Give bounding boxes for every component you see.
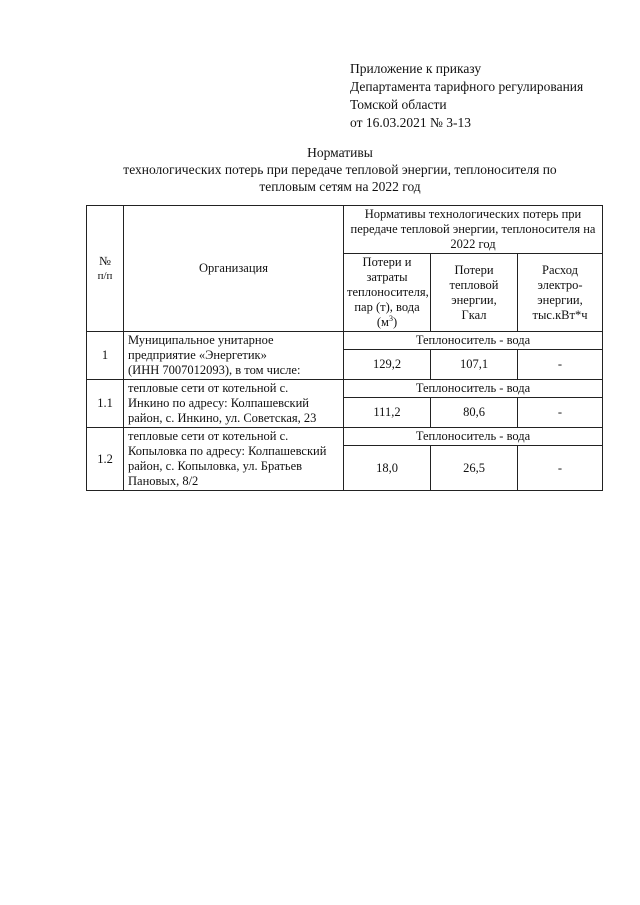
header-norms-group: Нормативы технологических потерь при передаче тепловой энергии, теплоносителя на 2022 год [344, 206, 603, 254]
row-number: 1.1 [87, 380, 124, 428]
norms-table [86, 205, 603, 491]
document-title [90, 144, 590, 195]
value-heat-losses: 107,1 [431, 350, 518, 380]
value-carrier-losses: 111,2 [344, 398, 431, 428]
title-line: тепловым сетям на 2022 год [259, 179, 421, 194]
header-number: № п/п [87, 206, 124, 332]
appendix-line: Томской области [350, 97, 447, 112]
table-row [87, 332, 603, 350]
value-electricity: - [518, 350, 603, 380]
table-row [87, 428, 603, 446]
row-carrier: Теплоноситель - вода [344, 332, 603, 350]
row-organization: тепловые сети от котельной с. Копыловка по адресу: Колпашевский район, с. Копыловка, ул. Братьев Пановых, 8/2 [124, 428, 344, 491]
header-heat-losses: Потери тепловой энергии, Гкал [431, 254, 518, 332]
row-organization: Муниципальное унитарное предприятие «Энергетик» (ИНН 7007012093), в том числе: [124, 332, 344, 380]
value-heat-losses: 80,6 [431, 398, 518, 428]
header-organization: Организация [124, 206, 344, 332]
row-number: 1.2 [87, 428, 124, 491]
value-electricity: - [518, 446, 603, 491]
title-line: Нормативы [307, 145, 373, 160]
row-number: 1 [87, 332, 124, 380]
row-carrier: Теплоноситель - вода [344, 428, 603, 446]
appendix-line: Департамента тарифного регулирования [350, 79, 584, 94]
row-carrier: Теплоноситель - вода [344, 380, 603, 398]
appendix-line: Приложение к приказу [350, 61, 482, 76]
value-carrier-losses: 129,2 [344, 350, 431, 380]
table-row [87, 380, 603, 398]
title-line: технологических потерь при передаче тепловой энергии, теплоносителя по [123, 162, 557, 177]
header-carrier-losses: Потери и затраты теплоносителя, пар (т), вода $(м^3)$ [344, 254, 431, 332]
header-electricity: Расход электро- энергии, тыс.кВт*ч [518, 254, 603, 332]
value-heat-losses: 26,5 [431, 446, 518, 491]
appendix-note [350, 60, 630, 132]
appendix-line: от 16.03.2021 № 3-13 [350, 115, 471, 130]
row-organization: тепловые сети от котельной с. Инкино по адресу: Колпашевский район, с. Инкино, ул. Советская, 23 [124, 380, 344, 428]
value-carrier-losses: 18,0 [344, 446, 431, 491]
value-electricity: - [518, 398, 603, 428]
